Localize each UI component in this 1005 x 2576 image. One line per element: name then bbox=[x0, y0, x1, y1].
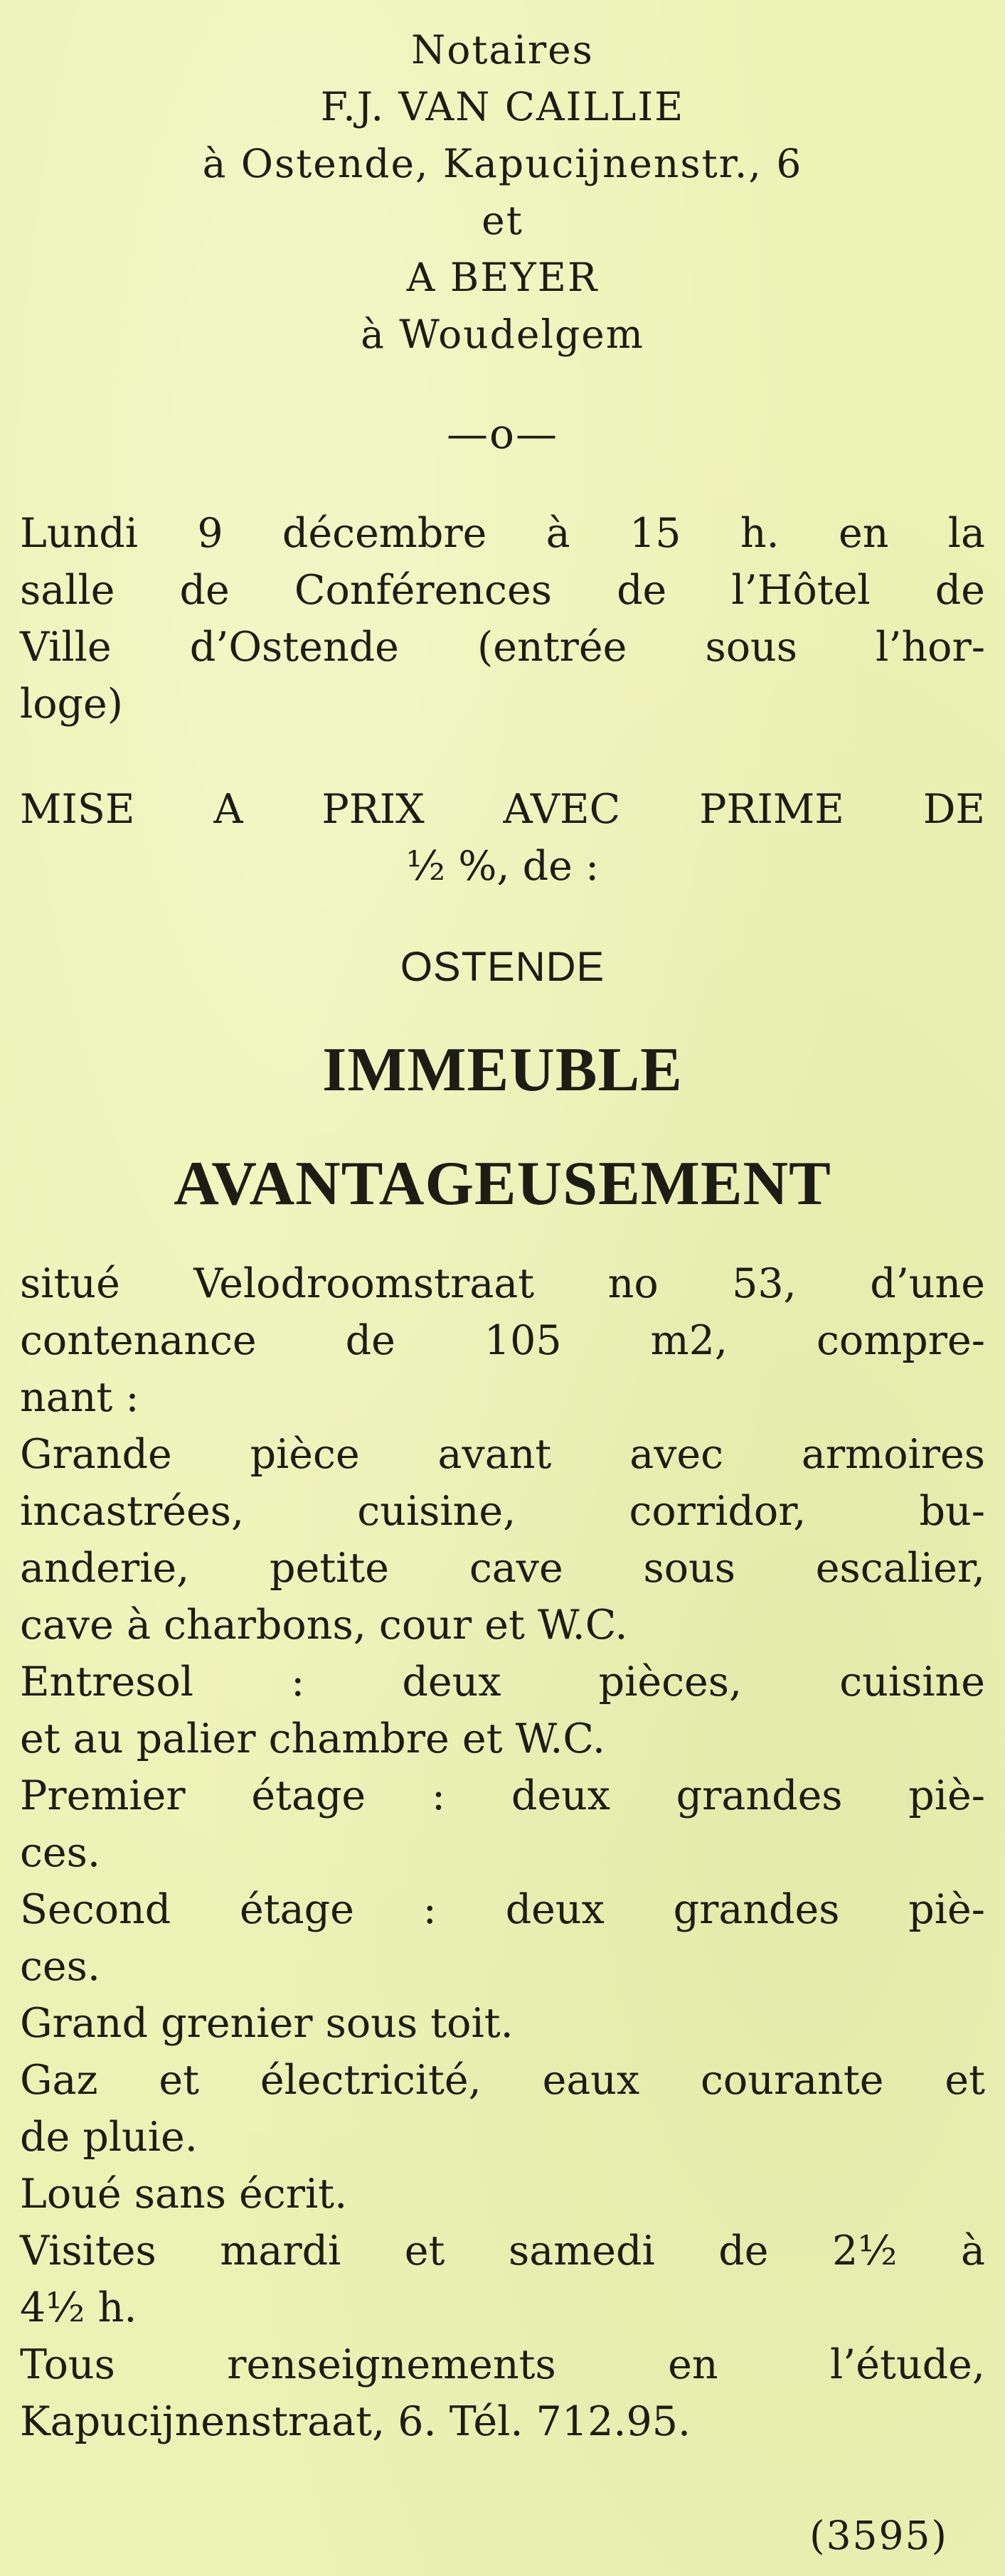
description-line: Tous renseignements en l’étude, bbox=[20, 2341, 985, 2388]
notary-header bbox=[20, 21, 985, 363]
header-title: Notaires bbox=[411, 27, 594, 73]
description-line: Second étage : deux grandes piè- bbox=[20, 1886, 985, 1933]
description-line: situé Velodroomstraat no 53, d’une bbox=[20, 1260, 985, 1307]
description-line: Grande pièce avant avec armoires bbox=[20, 1431, 985, 1478]
reference-number: (3595) bbox=[809, 2513, 948, 2558]
description-line: Visites mardi et samedi de 2½ à bbox=[20, 2228, 985, 2274]
date-line-2: salle de Conférences de l’Hôtel de bbox=[20, 567, 985, 614]
description-line: cave à charbons, cour et W.C. bbox=[20, 1602, 628, 1649]
mise-line-2: ½ %, de : bbox=[405, 843, 600, 890]
date-line-1: Lundi 9 décembre à 15 h. en la bbox=[20, 510, 985, 557]
description-line: Loué sans écrit. bbox=[20, 2171, 348, 2218]
description-line: Grand grenier sous toit. bbox=[20, 2000, 514, 2047]
description-line: Premier étage : deux grandes piè- bbox=[20, 1772, 985, 1819]
title-immeuble: IMMEUBLE bbox=[322, 1036, 683, 1105]
header-conjunction: et bbox=[482, 198, 523, 243]
description-line: 4½ h. bbox=[20, 2284, 137, 2331]
description-line: ces. bbox=[20, 1829, 101, 1876]
mise-a-prix-block bbox=[20, 781, 985, 895]
description-line: ces. bbox=[20, 1943, 101, 1990]
description-line: Gaz et électricité, eaux courante et bbox=[20, 2057, 985, 2104]
description-line: incastrées, cuisine, corridor, bu- bbox=[20, 1488, 985, 1535]
description-line: nant : bbox=[20, 1374, 139, 1421]
sale-date-block bbox=[20, 505, 985, 733]
property-description bbox=[20, 1255, 985, 2450]
description-line: de pluie. bbox=[20, 2114, 198, 2161]
description-line: et au palier chambre et W.C. bbox=[20, 1715, 606, 1762]
mise-line-1: MISE A PRIX AVEC PRIME DE bbox=[20, 786, 985, 833]
date-line-4: loge) bbox=[20, 681, 124, 728]
description-line: Kapucijnenstraat, 6. Tél. 712.95. bbox=[20, 2398, 691, 2445]
notary-name-1: F.J. VAN CAILLIE bbox=[320, 84, 685, 129]
description-line: anderie, petite cave sous escalier, bbox=[20, 1545, 985, 1592]
title-avantageusement: AVANTAGEUSEMENT bbox=[174, 1149, 831, 1218]
separator: —o— bbox=[447, 410, 558, 458]
city-heading: OSTENDE bbox=[400, 944, 605, 990]
notary-address-2: à Woudelgem bbox=[361, 312, 644, 357]
description-line: contenance de 105 m2, compre- bbox=[20, 1317, 985, 1364]
notary-address-1: à Ostende, Kapucijnenstr., 6 bbox=[202, 141, 803, 186]
notary-name-2: A BEYER bbox=[406, 255, 599, 300]
description-line: Entresol : deux pièces, cuisine bbox=[20, 1659, 985, 1705]
date-line-3: Ville d’Ostende (entrée sous l’hor- bbox=[20, 624, 985, 671]
